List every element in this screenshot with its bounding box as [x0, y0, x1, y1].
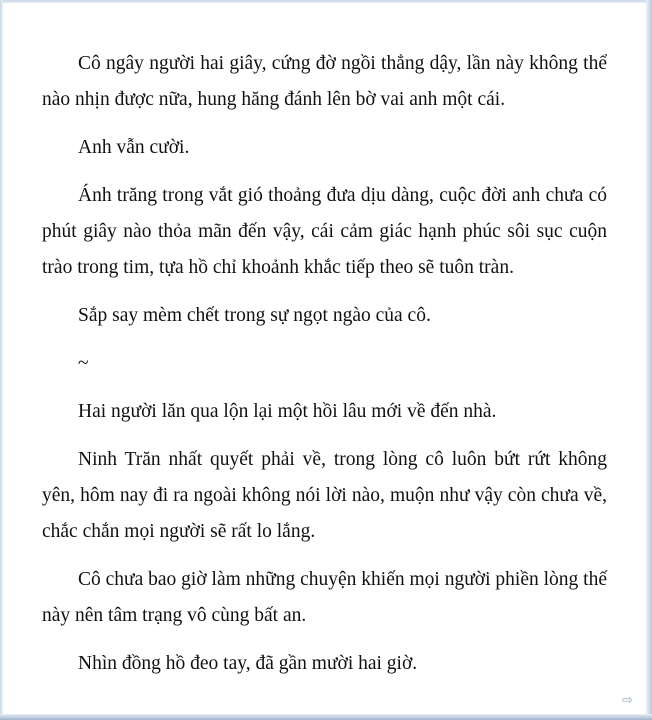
paragraph-7: Cô chưa bao giờ làm những chuyện khiến mọi người phiền lòng thế này nên tâm trạng vô cùng bất an.	[42, 569, 607, 626]
document-page	[42, 46, 607, 694]
window-border-left	[0, 0, 3, 720]
paragraph-1: Cô ngây người hai giây, cứng đờ ngồi thẳng dậy, lần này không thể nào nhịn được nữa, hung hăng đánh lên bờ vai anh một cái.	[42, 53, 607, 110]
window-border-top	[0, 0, 652, 3]
window-border-right	[646, 0, 652, 720]
paragraph-3: Ánh trăng trong vắt gió thoảng đưa dịu dàng, cuộc đời anh chưa có phút giây nào thỏa mãn đến vậy, cái cảm giác hạnh phúc sôi sục cuộn trào trong tim, tựa hồ chỉ khoảnh khắc tiếp theo sẽ tuôn tràn.	[42, 185, 607, 278]
paragraph-8: Nhìn đồng hồ đeo tay, đã gần mười hai giờ.	[78, 653, 418, 674]
paragraph-6: Ninh Trăn nhất quyết phải về, trong lòng cô luôn bứt rứt không yên, hôm nay đi ra ngoài không nói lời nào, muộn như vậy còn chưa về, chắc chắn mọi người sẽ rất lo lắng.	[42, 449, 607, 542]
paragraph-4: Sắp say mèm chết trong sự ngọt ngào của cô.	[78, 305, 431, 326]
paragraph-5: Hai người lăn qua lộn lại một hồi lâu mới về đến nhà.	[78, 401, 497, 422]
window-border-bottom	[0, 714, 652, 720]
next-page-arrow-icon[interactable]: ⇨	[622, 693, 633, 708]
scene-break: ~	[78, 353, 89, 374]
paragraph-2: Anh vẫn cười.	[78, 137, 190, 158]
